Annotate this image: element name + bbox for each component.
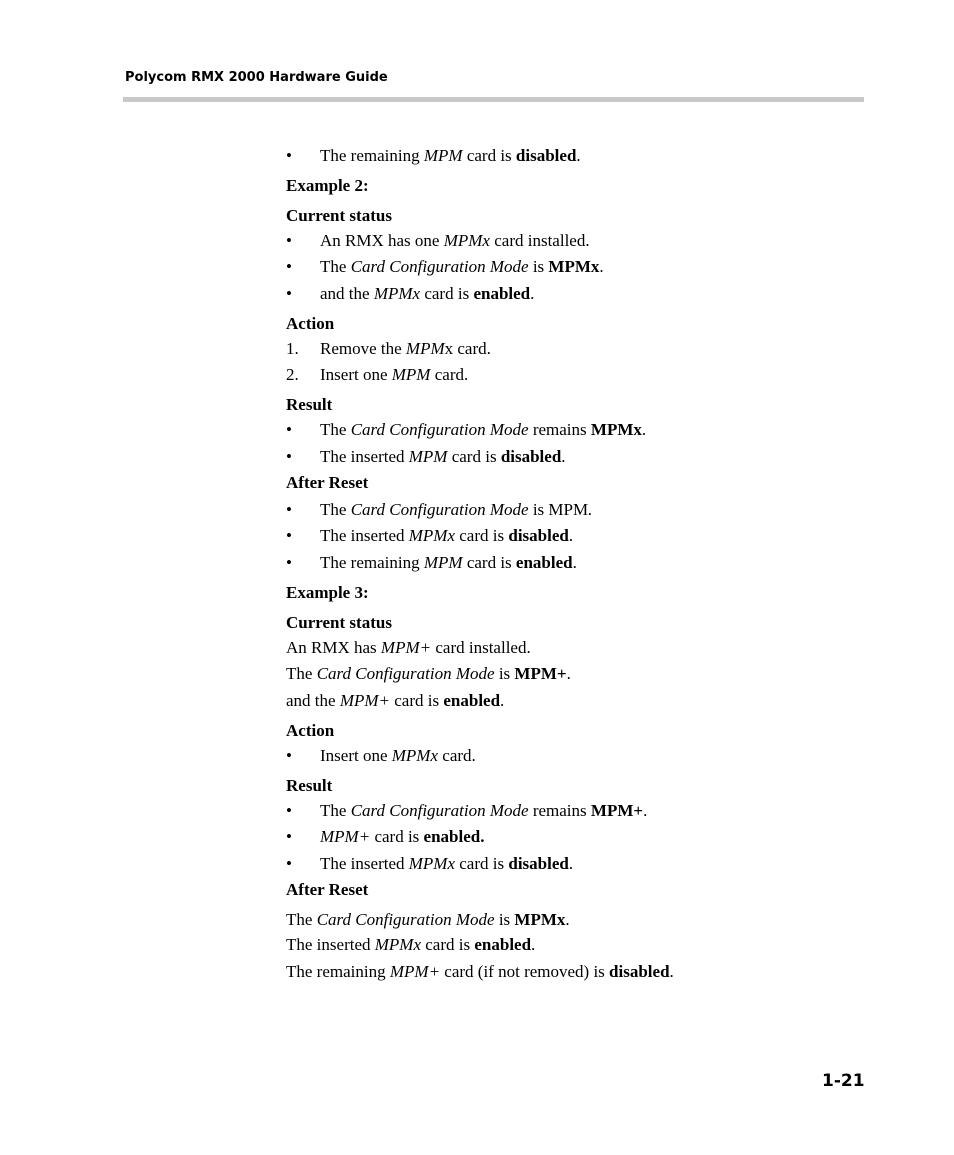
list-item: [320, 526, 573, 546]
page-number: 1-21: [822, 1071, 865, 1091]
text-run: is MPM: [528, 500, 589, 519]
list-item: [320, 231, 590, 251]
text-run: Card Configuration Mode: [350, 257, 529, 276]
text-run: MPMx: [590, 420, 642, 439]
text-run: card is: [455, 526, 509, 545]
text-run: MPMx: [408, 854, 456, 873]
text-run: card is: [462, 146, 516, 165]
text-run: .: [576, 146, 581, 165]
section-heading: [286, 721, 334, 741]
text-run: and the: [320, 284, 374, 303]
text-run: .: [530, 284, 535, 303]
bullet-marker: •: [286, 420, 292, 439]
section-heading: [286, 583, 369, 603]
bullet-marker: •: [286, 746, 292, 765]
text-run: .: [531, 935, 536, 954]
text-run: card is: [370, 827, 424, 846]
list-number: 1.: [286, 339, 299, 358]
text-run: MPM+: [320, 827, 371, 846]
text-run: MPM: [423, 553, 463, 572]
list-item: [320, 146, 581, 166]
text-run: After Reset: [286, 473, 369, 492]
paragraph-line: [286, 910, 570, 930]
bullet-marker: •: [286, 146, 292, 165]
list-item: [320, 746, 476, 766]
text-run: .: [568, 526, 574, 545]
section-heading: [286, 613, 392, 633]
section-heading: [286, 395, 332, 415]
text-run: Action: [286, 314, 335, 333]
bullet-marker: •: [286, 553, 292, 572]
text-run: is: [528, 257, 549, 276]
text-run: Current status: [286, 206, 392, 225]
bullet-marker: •: [286, 526, 292, 545]
text-run: Card Configuration Mode: [316, 664, 495, 683]
text-run: Result: [286, 395, 333, 414]
text-run: .: [565, 910, 570, 929]
text-run: card is: [455, 854, 509, 873]
list-number: 2.: [286, 365, 299, 384]
text-run: .: [588, 500, 593, 519]
text-run: .: [500, 691, 505, 710]
text-run: MPM+: [339, 691, 391, 710]
text-run: x card.: [444, 339, 491, 358]
text-run: An RMX has: [286, 638, 381, 657]
text-run: MPM+: [514, 664, 567, 683]
text-run: card is: [390, 691, 444, 710]
text-run: remains: [528, 420, 591, 439]
text-run: MPM+: [389, 962, 441, 981]
text-run: card is: [447, 447, 501, 466]
text-run: MPMx: [548, 257, 600, 276]
section-heading: [286, 314, 334, 334]
text-run: The: [286, 664, 317, 683]
running-header: Polycom RMX 2000 Hardware Guide: [125, 70, 388, 85]
text-run: card (if not removed) is: [440, 962, 610, 981]
text-run: .: [561, 447, 566, 466]
text-run: disabled: [508, 854, 569, 873]
text-run: Card Configuration Mode: [350, 500, 529, 519]
text-run: MPM+: [380, 638, 432, 657]
paragraph-line: [286, 691, 504, 711]
text-run: .: [568, 854, 574, 873]
list-item: [320, 447, 566, 467]
text-run: card is: [421, 935, 475, 954]
text-run: The remaining: [286, 962, 390, 981]
text-run: Example 3:: [286, 583, 369, 602]
list-item: [320, 827, 484, 847]
text-run: MPM: [405, 339, 445, 358]
text-run: MPMx: [443, 231, 490, 250]
section-heading: [286, 176, 369, 196]
text-run: MPM: [423, 146, 463, 165]
text-run: MPMx: [408, 526, 456, 545]
text-run: The: [320, 500, 351, 519]
text-run: card installed.: [431, 638, 531, 657]
list-item: [320, 500, 592, 520]
text-run: MPMx: [514, 910, 566, 929]
list-item: [320, 553, 577, 573]
list-item: [320, 420, 646, 440]
paragraph-line: [286, 638, 531, 658]
text-run: Result: [286, 776, 333, 795]
text-run: enabled: [474, 935, 532, 954]
text-run: MPMx: [374, 935, 422, 954]
bullet-marker: •: [286, 284, 292, 303]
text-run: The inserted: [320, 526, 409, 545]
bullet-marker: •: [286, 801, 292, 820]
text-run: .: [566, 664, 571, 683]
section-heading: [286, 473, 368, 493]
text-run: MPMx: [373, 284, 421, 303]
text-run: enabled: [515, 553, 573, 572]
bullet-marker: •: [286, 257, 292, 276]
list-item: [320, 854, 573, 874]
text-run: card.: [438, 746, 476, 765]
text-run: The inserted: [286, 935, 375, 954]
text-run: is: [494, 910, 515, 929]
bullet-marker: •: [286, 500, 292, 519]
text-run: Current status: [286, 613, 392, 632]
text-run: The inserted: [320, 447, 409, 466]
list-item: [320, 365, 468, 385]
text-run: The: [320, 420, 351, 439]
text-run: Example 2:: [286, 176, 369, 195]
list-item: [320, 257, 604, 277]
text-run: Card Configuration Mode: [350, 420, 529, 439]
text-run: The inserted: [320, 854, 409, 873]
text-run: .: [669, 962, 674, 981]
text-run: disabled: [609, 962, 670, 981]
list-item: [320, 339, 491, 359]
text-run: Card Configuration Mode: [316, 910, 495, 929]
list-item: [320, 284, 534, 304]
section-heading: [286, 880, 368, 900]
bullet-marker: •: [286, 231, 292, 250]
text-run: is: [494, 664, 515, 683]
text-run: enabled.: [423, 827, 485, 846]
text-run: card is: [462, 553, 516, 572]
text-run: and the: [286, 691, 340, 710]
text-run: Card Configuration Mode: [350, 801, 529, 820]
paragraph-line: [286, 935, 535, 955]
bullet-marker: •: [286, 447, 292, 466]
paragraph-line: [286, 962, 674, 982]
text-run: Action: [286, 721, 335, 740]
text-run: MPM+: [590, 801, 644, 820]
text-run: MPMx: [391, 746, 439, 765]
header-rule: [123, 97, 864, 102]
text-run: remains: [528, 801, 591, 820]
bullet-marker: •: [286, 854, 292, 873]
text-run: disabled: [515, 146, 577, 165]
text-run: Insert one: [320, 746, 392, 765]
list-item: [320, 801, 647, 821]
text-run: The: [320, 801, 351, 820]
text-run: disabled: [500, 447, 562, 466]
text-run: .: [643, 801, 648, 820]
text-run: .: [599, 257, 604, 276]
section-heading: [286, 206, 392, 226]
text-run: MPM: [391, 365, 431, 384]
text-run: enabled: [473, 284, 531, 303]
text-run: disabled: [508, 526, 569, 545]
text-run: card installed.: [489, 231, 590, 250]
paragraph-line: [286, 664, 571, 684]
text-run: Insert one: [320, 365, 392, 384]
text-run: MPM: [408, 447, 448, 466]
text-run: The: [286, 910, 317, 929]
text-run: enabled: [443, 691, 501, 710]
text-run: The: [320, 257, 351, 276]
text-run: Remove the: [320, 339, 406, 358]
text-run: The remaining: [320, 553, 424, 572]
text-run: After Reset: [286, 880, 369, 899]
text-run: .: [641, 420, 647, 439]
text-run: card.: [430, 365, 469, 384]
text-run: An RMX has one: [320, 231, 444, 250]
section-heading: [286, 776, 332, 796]
bullet-marker: •: [286, 827, 292, 846]
text-run: card is: [420, 284, 474, 303]
text-run: .: [572, 553, 577, 572]
text-run: The remaining: [320, 146, 424, 165]
